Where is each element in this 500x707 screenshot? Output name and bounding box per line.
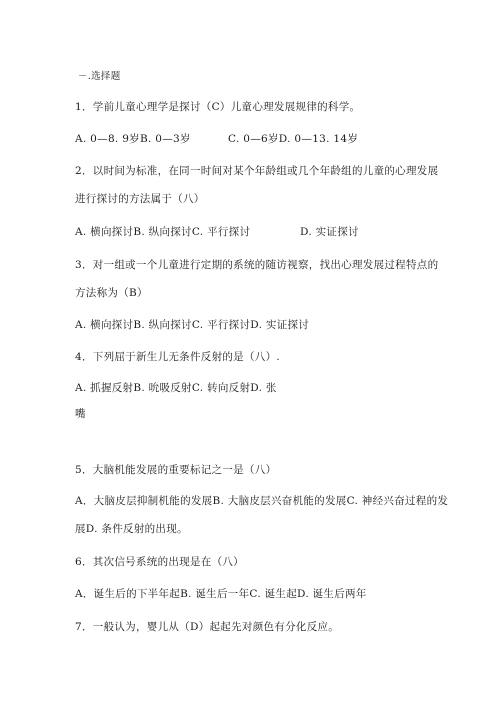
question-5-stem: 5．大脑机能发展的重要标记之一是（八） bbox=[75, 464, 277, 476]
question-5-options-line-2: 展D. 条件反射的出现。 bbox=[75, 523, 188, 535]
question-3-options: A. 横向探讨B. 纵向探讨C. 平行探讨D. 实证探讨 bbox=[75, 319, 310, 331]
question-5-options-line-1: A．大脑皮层抑制机能的发展B. 大脑皮层兴奋机能的发展C. 神经兴奋过程的发 bbox=[75, 495, 449, 507]
question-2-stem-line-2: 进行探讨的方法属于（八） bbox=[75, 193, 205, 205]
question-4-options-wrap: 嘴 bbox=[75, 408, 86, 420]
question-6-stem: 6．其次信号系统的出现是在（八） bbox=[75, 556, 244, 568]
question-3-stem-line-2: 方法称为（B） bbox=[75, 287, 148, 299]
question-1-stem: 1．学前儿童心理学是探讨（C）儿童心理发展规律的科学。 bbox=[75, 101, 361, 113]
question-2-stem-line-1: 2．以时间为标准，在同一时间对某个年龄组或几个年龄组的儿童的心理发展 bbox=[75, 165, 439, 177]
question-3-stem-line-1: 3．对一组或一个儿童进行定期的系统的随访视察，找出心理发展过程特点的 bbox=[75, 259, 439, 271]
section-title: －.选择题 bbox=[78, 71, 121, 82]
question-1-options-b: C. 0—6岁D. 0—13. 14岁 bbox=[228, 133, 359, 145]
question-1-options-a: A. 0—8. 9岁B. 0—3岁 bbox=[75, 133, 191, 145]
question-7-stem: 7．一般认为，婴儿从（D）起起先对颜色有分化反应。 bbox=[75, 621, 340, 633]
question-2-options-b: D. 实证探讨 bbox=[300, 226, 359, 238]
question-4-options: A. 抓握反射B. 吮吸反射C. 转向反射D. 张 bbox=[75, 382, 277, 394]
question-2-options-a: A. 横向探讨B. 纵向探讨C. 平行探讨 bbox=[75, 226, 251, 238]
question-4-stem: 4．下列屈于新生儿无条件反射的是（八）. bbox=[75, 351, 281, 363]
question-6-options: A．诞生后的下半年起B. 诞生后一年C. 诞生起D. 诞生后两年 bbox=[75, 588, 367, 600]
